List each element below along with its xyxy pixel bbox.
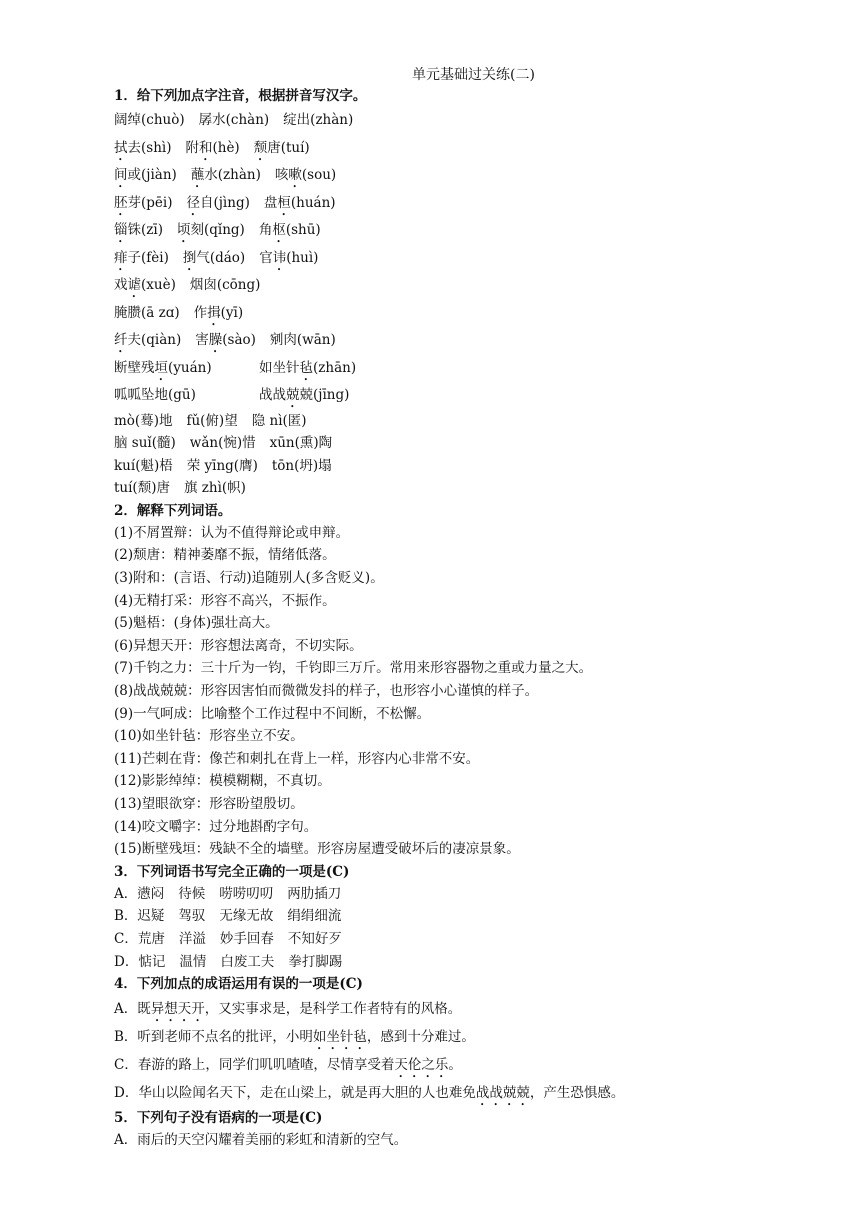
question-4-heading: 4．下列加点的成语运用有误的一项是(C) — [114, 976, 363, 993]
pinyin-item — [254, 140, 310, 156]
pinyin-text: (yī) — [220, 304, 244, 321]
dotted-character: 桓 — [277, 194, 291, 211]
question-2-definitions — [114, 522, 754, 861]
pinyin-row — [114, 382, 754, 410]
pinyin-item — [114, 167, 177, 183]
dotted-character: 径 — [186, 194, 200, 211]
pinyin-text: 铢(zī) — [127, 222, 163, 238]
pinyin-text: 孱水(chàn) — [198, 112, 270, 128]
pinyin-text: (sào) — [222, 332, 256, 348]
option-row — [114, 1051, 754, 1079]
dotted-character: 痱 — [114, 249, 128, 266]
pinyin-row — [114, 217, 754, 245]
definition-item: (4)无精打采：形容不高兴，不振作。 — [114, 592, 336, 609]
pinyin-text: (yuán) — [168, 359, 212, 376]
pinyin-row — [114, 190, 754, 218]
pinyin-item — [114, 112, 185, 128]
pinyin-text: 剜肉(wān) — [269, 332, 336, 348]
pinyin-item — [259, 222, 321, 238]
option-word: 懑闷 — [137, 885, 165, 902]
question-3-heading: 3．下列词语书写完全正确的一项是(C) — [114, 863, 350, 880]
pinyin-item — [186, 195, 249, 211]
option-word: 绢绢细流 — [287, 908, 342, 925]
option-word: 妙手回春 — [219, 930, 274, 947]
pinyin-text: 作 — [193, 304, 208, 321]
option-word: 温情 — [179, 953, 207, 970]
pinyin-item — [275, 167, 336, 183]
writing-item: 脑 suǐ(髓) — [114, 435, 176, 452]
dotted-character: 顷 — [176, 222, 191, 238]
dotted-character: 垣 — [154, 359, 168, 376]
option-text: B．听到老师不点名的批评，小明 — [114, 1029, 313, 1046]
pinyin-text: (xuè) — [141, 277, 176, 293]
option-text: C．春游的路上，同学们叽叽喳喳，尽情享受着 — [114, 1057, 395, 1074]
pinyin-item — [177, 222, 245, 238]
dotted-character: 纤 — [114, 332, 128, 348]
definition-item: (6)异想天开：形容想法离奇，不切实际。 — [114, 637, 363, 654]
option-label: B． — [114, 908, 138, 925]
pinyin-item — [183, 250, 245, 266]
dotted-character: 谑 — [127, 277, 141, 293]
pinyin-item — [259, 382, 349, 411]
pinyin-row — [114, 107, 754, 135]
pinyin-text: 水(zhàn) — [204, 167, 261, 183]
pinyin-text: 气(dáo) — [196, 249, 246, 266]
pinyin-item — [114, 222, 163, 238]
option-word: 白废工夫 — [220, 953, 275, 970]
pinyin-item — [185, 140, 239, 156]
pinyin-row — [114, 300, 754, 328]
pinyin-item — [199, 112, 270, 128]
question-3-options — [114, 883, 754, 973]
definition-item: (1)不屑置辩：认为不值得辩论或申辩。 — [114, 524, 350, 541]
question-1-pinyin-list — [114, 107, 754, 410]
exercise-content — [114, 85, 754, 1152]
option-row — [114, 928, 754, 951]
definition-item: (12)影影绰绰：模模糊糊，不真切。 — [114, 773, 331, 790]
writing-item: tōn(坍)塌 — [271, 457, 332, 474]
writing-item: 荣 yīng(膺) — [186, 457, 258, 474]
writing-row — [114, 432, 754, 455]
dotted-idiom: 如坐针毡 — [312, 1029, 367, 1046]
pinyin-text: 或(jiàn) — [127, 167, 177, 183]
pinyin-item — [264, 195, 336, 211]
pinyin-text: 断壁残 — [114, 359, 155, 376]
option-text: A．既 — [114, 1001, 151, 1018]
pinyin-text: (hè) — [212, 139, 240, 156]
option-word: 迟疑 — [137, 908, 165, 925]
option-word: 无缘无故 — [219, 908, 274, 925]
dotted-character: 讳 — [272, 249, 287, 266]
writing-row — [114, 477, 754, 500]
dotted-character: 臊 — [208, 332, 223, 348]
dotted-idiom: 天伦之乐 — [394, 1057, 449, 1074]
pinyin-text: 角 — [258, 222, 273, 238]
definition-item: (2)颓唐：精神萎靡不振，情绪低落。 — [114, 547, 336, 564]
option-row — [114, 995, 754, 1023]
dotted-character: 拭 — [114, 139, 128, 156]
option-row — [114, 1079, 754, 1107]
dotted-character: 间 — [114, 167, 128, 183]
dotted-character: 蘸 — [190, 167, 205, 183]
definition-item: (8)战战兢兢：形容因害怕而微微发抖的样子，也形容小心谨慎的样子。 — [114, 683, 539, 700]
writing-item: 隐 nì(匿) — [251, 412, 307, 429]
option-word: 驾驭 — [178, 908, 206, 925]
pinyin-text: 自(jìng) — [199, 194, 250, 211]
writing-row — [114, 455, 754, 478]
definition-item: (10)如坐针毡：形容坐立不安。 — [114, 728, 304, 745]
option-label: D． — [114, 953, 139, 970]
option-word: 惦记 — [138, 953, 166, 970]
writing-item: kuí(魁)梧 — [114, 457, 173, 474]
pinyin-item — [283, 112, 353, 128]
option-text: D．华山以险闻名天下，走在山梁上，就是再大胆的人也难免 — [114, 1085, 476, 1102]
pinyin-text: (huì) — [286, 249, 319, 266]
question-5-options — [114, 1129, 754, 1152]
option-row — [114, 883, 754, 906]
option-word: 荒唐 — [137, 930, 165, 947]
definition-item: (9)一气呵成：比喻整个工作过程中不间断，不松懈。 — [114, 705, 431, 722]
pinyin-item — [114, 195, 172, 211]
pinyin-item — [114, 382, 259, 411]
pinyin-text: 盘 — [263, 194, 278, 211]
definition-item: (5)魁梧：(身体)强壮高大。 — [114, 615, 279, 632]
pinyin-item — [270, 332, 336, 348]
dotted-character: 颓 — [253, 139, 268, 156]
writing-item: mò(蓦)地 — [114, 412, 173, 429]
writing-row — [114, 410, 754, 433]
definition-item: (11)芒刺在背：像芒和刺扎在背上一样，形容内心非常不安。 — [114, 750, 480, 767]
pinyin-text: 绽出(zhàn) — [283, 112, 354, 128]
pinyin-row — [114, 162, 754, 190]
question-1-heading: 1．给下列加点字注音，根据拼音写汉字。 — [114, 88, 367, 104]
dotted-character: 和 — [198, 139, 213, 156]
definition-item: (15)断壁残垣：残缺不全的墙壁。形容房屋遭受破坏后的凄凉景象。 — [114, 841, 520, 858]
pinyin-text: 夫(qiàn) — [127, 332, 182, 348]
definition-item: (13)望眼欲穿：形容盼望殷切。 — [114, 796, 304, 812]
option-word: 拳打脚踢 — [288, 953, 343, 970]
definition-item: (14)咬文嚼字：过分地斟酌字句。 — [114, 818, 318, 835]
pinyin-item — [114, 250, 169, 266]
page-title: 单元基础过关练(二) — [412, 67, 535, 83]
pinyin-item — [114, 140, 171, 156]
pinyin-text: 害 — [195, 332, 209, 348]
option-word: 待候 — [178, 885, 206, 902]
pinyin-text: 附 — [185, 139, 199, 156]
writing-item: 旗 zhì(帜) — [183, 480, 246, 497]
option-word: 唠唠叨叨 — [219, 885, 274, 902]
pinyin-item — [190, 277, 261, 293]
dotted-idiom: 战战兢兢 — [475, 1085, 530, 1102]
pinyin-text: 腌臜(ā zɑ) — [114, 304, 180, 321]
pinyin-item — [114, 355, 259, 384]
pinyin-text: (huán) — [290, 194, 336, 211]
dotted-character: 毡 — [299, 359, 313, 376]
option-label: C． — [114, 930, 138, 947]
writing-item: wǎn(惋)惜 — [189, 435, 256, 452]
option-label: A． — [114, 885, 138, 902]
pinyin-text: 刻(qǐng) — [190, 222, 245, 238]
writing-item: fǔ(俯)望 — [186, 412, 238, 429]
pinyin-text: (zhān) — [313, 359, 357, 376]
pinyin-row — [114, 135, 754, 163]
pinyin-text: 芽(pēi) — [127, 194, 173, 211]
pinyin-item — [259, 355, 356, 384]
option-row — [114, 1023, 754, 1051]
pinyin-text: 子(fèi) — [127, 249, 169, 266]
dotted-character: 嗽 — [288, 167, 302, 183]
pinyin-text: 咳 — [274, 167, 289, 183]
pinyin-text: 唐(tuí) — [267, 139, 310, 156]
pinyin-text: 烟囱(cōng) — [189, 277, 261, 293]
pinyin-text: 戏 — [114, 277, 128, 293]
pinyin-row — [114, 245, 754, 273]
pinyin-item — [114, 277, 176, 293]
option-text: 。 — [448, 1057, 462, 1074]
pinyin-item — [259, 250, 318, 266]
option-word: 不知好歹 — [287, 930, 342, 947]
dotted-idiom: 异想天开 — [150, 1001, 205, 1018]
pinyin-text: 官 — [259, 249, 273, 266]
pinyin-item — [114, 332, 181, 348]
option-text: ，感到十分难过。 — [366, 1029, 475, 1046]
option-word: 两肋插刀 — [287, 885, 342, 902]
pinyin-text: 如坐针 — [259, 359, 300, 376]
definition-item: (3)附和：(言语、行动)追随别人(多含贬义)。 — [114, 570, 384, 587]
pinyin-row — [114, 272, 754, 300]
pinyin-text: (sou) — [301, 167, 337, 183]
pinyin-row — [114, 327, 754, 355]
dotted-character: 胚 — [114, 194, 128, 211]
option-row — [114, 951, 754, 974]
pinyin-row — [114, 355, 754, 383]
writing-item: tuí(颓)唐 — [114, 480, 170, 497]
dotted-character: 锱 — [114, 222, 128, 238]
option-word: 洋溢 — [178, 930, 206, 947]
question-4-options — [114, 995, 754, 1107]
dotted-character: 揖 — [207, 304, 221, 321]
dotted-character: 枢 — [272, 222, 286, 238]
pinyin-item — [114, 305, 180, 321]
question-5-heading: 5．下列句子没有语病的一项是(C) — [114, 1110, 323, 1127]
writing-item: xūn(熏)陶 — [269, 435, 333, 452]
question-1-writing-list — [114, 410, 754, 500]
question-2-heading: 2．解释下列词语。 — [114, 502, 232, 519]
pinyin-text: 阔绰(chuò) — [114, 112, 185, 128]
pinyin-text: 去(shì) — [127, 139, 172, 156]
pinyin-item — [194, 305, 243, 321]
option-text: ，又实事求是，是科学工作者特有的风格。 — [204, 1001, 462, 1018]
definition-item: (7)千钧之力：三十斤为一钧，千钧即三万斤。常用来形容器物之重或力量之大。 — [114, 660, 593, 677]
pinyin-text: 呱呱坠地(gū) — [114, 387, 196, 403]
pinyin-text: 战战 — [259, 387, 286, 403]
option-text: ，产生恐惧感。 — [529, 1085, 625, 1102]
pinyin-text: (shū) — [285, 222, 321, 238]
pinyin-item — [191, 167, 261, 183]
dotted-character: 兢 — [286, 387, 300, 403]
option-row: A．雨后的天空闪耀着美丽的彩虹和清新的空气。 — [114, 1132, 408, 1149]
dotted-character: 捯 — [182, 249, 197, 266]
option-row — [114, 905, 754, 928]
pinyin-text: 兢(jīng) — [299, 387, 350, 403]
pinyin-item — [195, 332, 256, 348]
